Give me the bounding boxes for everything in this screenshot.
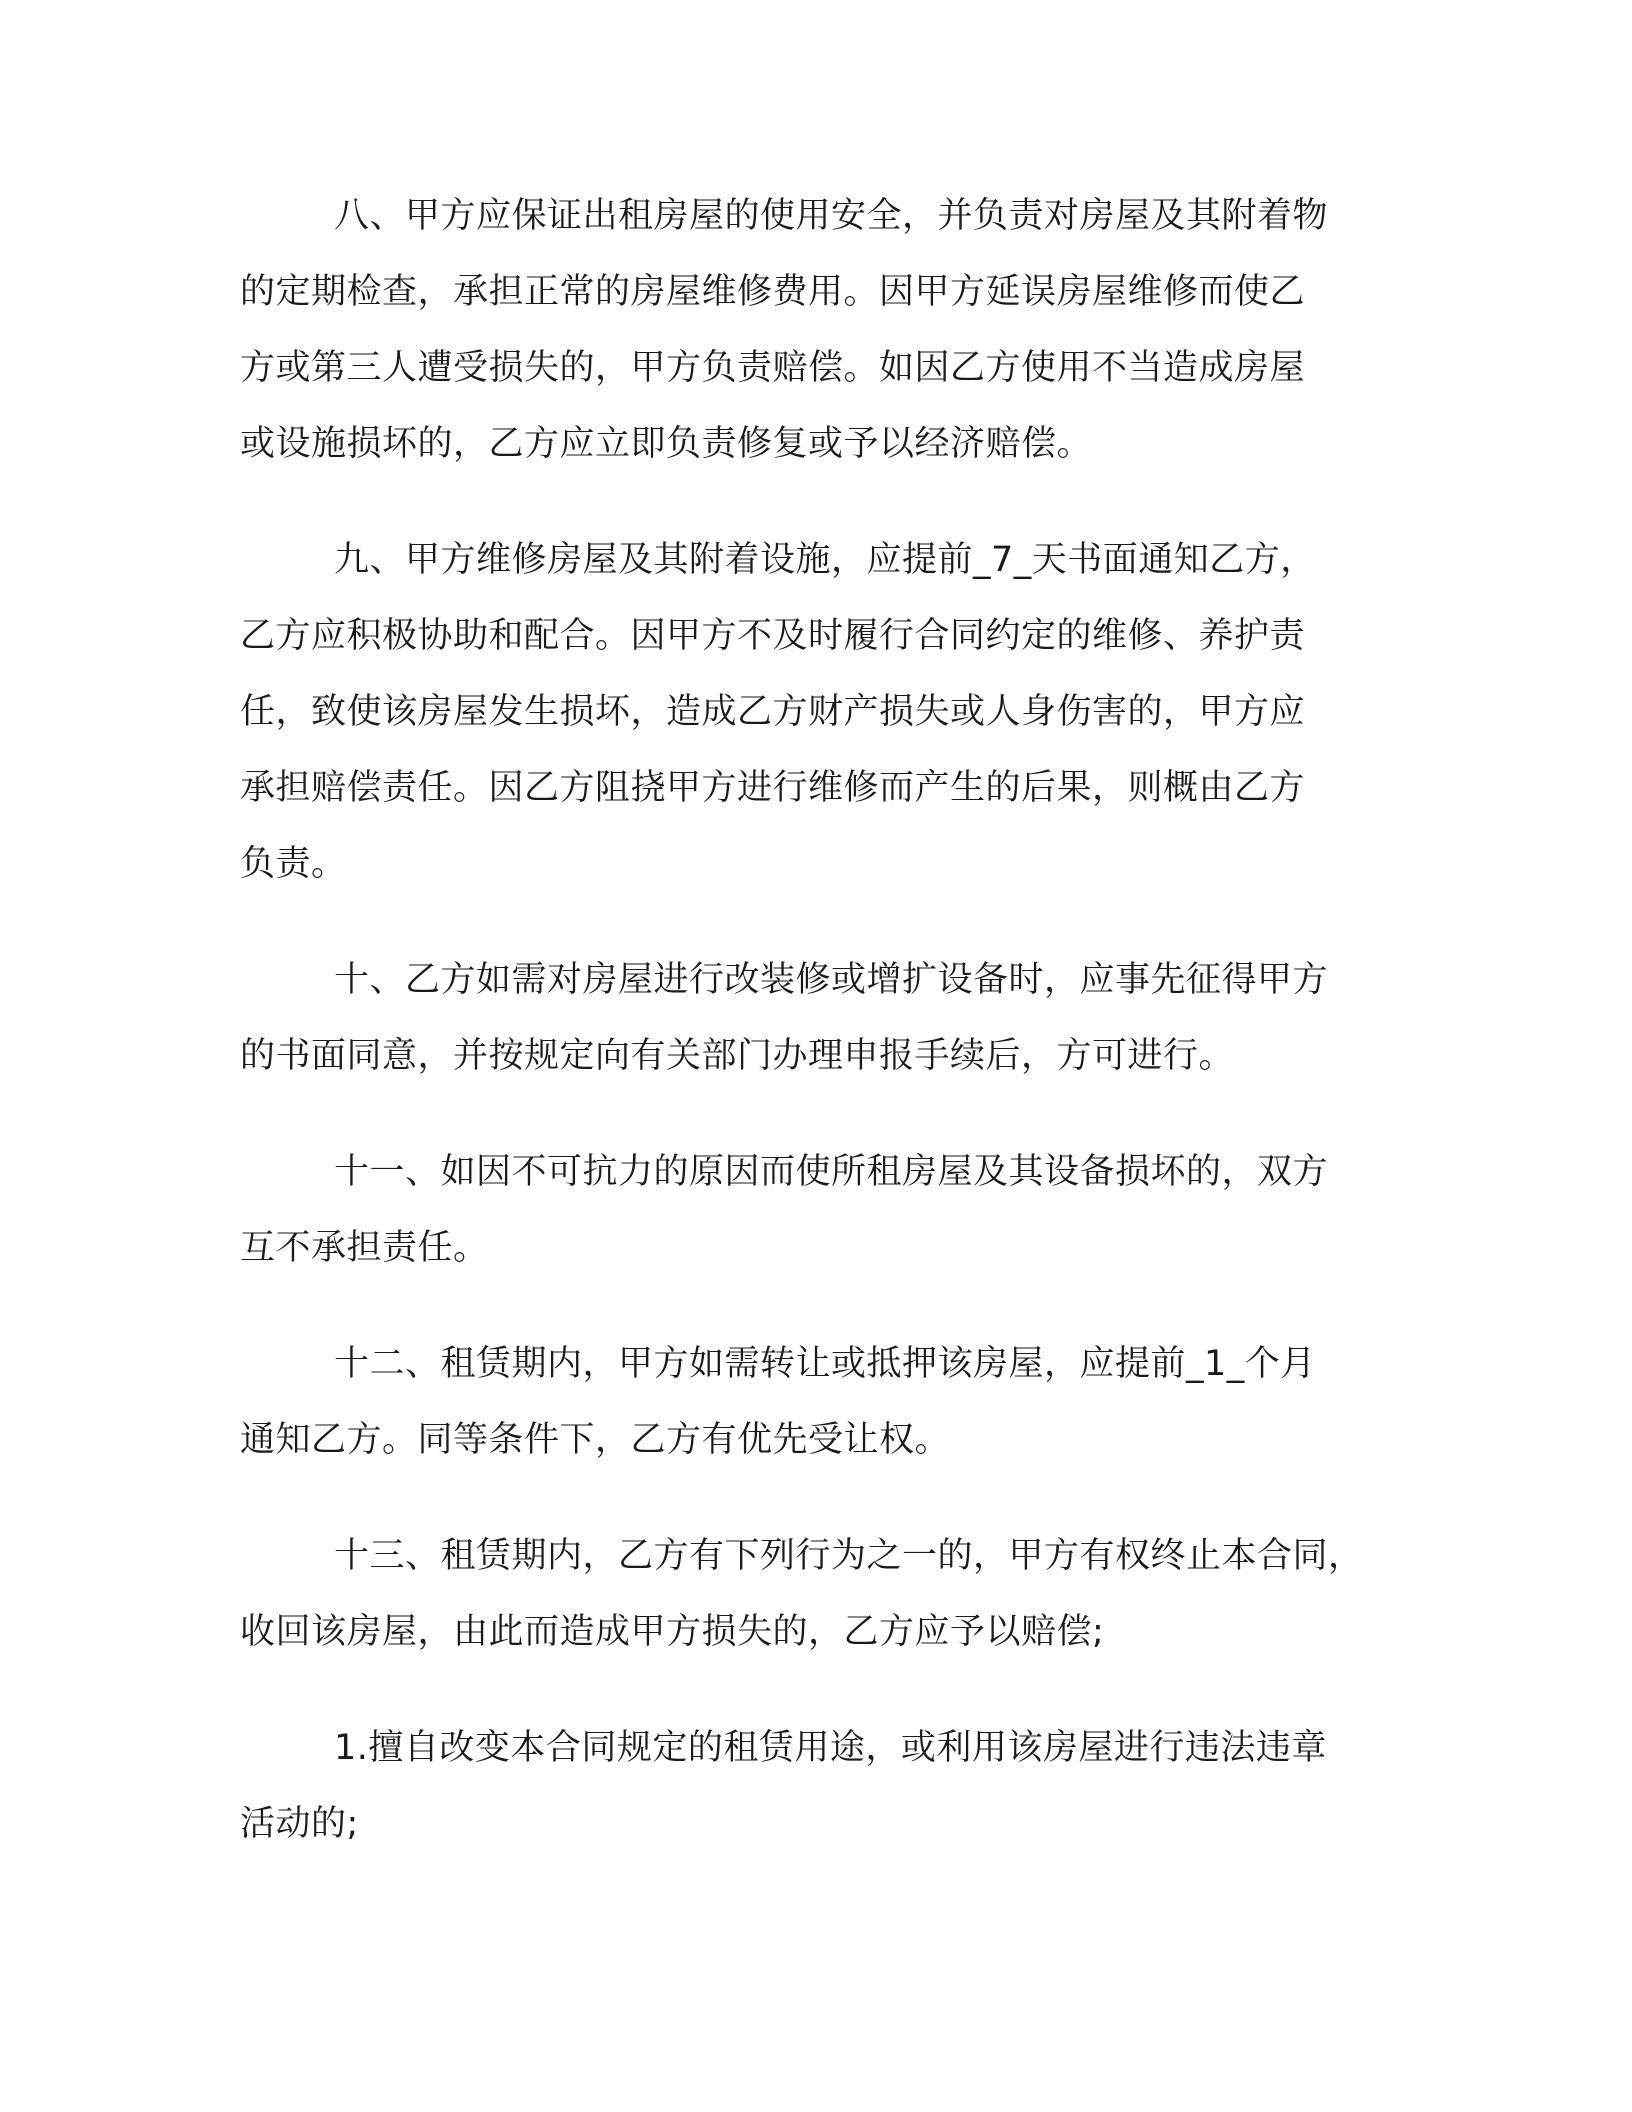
contract-body: [240, 178, 1400, 1902]
clause-13-item-1: [240, 1710, 1400, 1862]
clause-line: 八、甲方应保证出租房屋的使用安全，并负责对房屋及其附着物: [334, 196, 1329, 236]
clause-line: 十二、租赁期内，甲方如需转让或抵押该房屋，应提前_1_个月: [334, 1344, 1316, 1384]
clause-line: 九、甲方维修房屋及其附着设施，应提前_7_天书面通知乙方，: [334, 540, 1316, 580]
clause-11: [240, 1134, 1400, 1286]
clause-8: [240, 178, 1400, 482]
clause-line: 十、乙方如需对房屋进行改装修或增扩设备时，应事先征得甲方: [334, 960, 1329, 1000]
clause-line: 收回该房屋，由此而造成甲方损失的，乙方应予以赔偿;: [240, 1612, 1105, 1652]
clause-line: 的定期检查，承担正常的房屋维修费用。因甲方延误房屋维修而使乙: [240, 272, 1306, 312]
clause-line: 方或第三人遭受损失的，甲方负责赔偿。如因乙方使用不当造成房屋: [240, 348, 1306, 388]
clause-line: 负责。: [240, 844, 347, 884]
clause-9: [240, 522, 1400, 902]
clause-line: 通知乙方。同等条件下，乙方有优先受让权。: [240, 1420, 951, 1460]
clause-line: 的书面同意，并按规定向有关部门办理申报手续后，方可进行。: [240, 1036, 1235, 1076]
clause-line: 承担赔偿责任。因乙方阻挠甲方进行维修而产生的后果，则概由乙方: [240, 768, 1306, 808]
clause-line: 十三、租赁期内，乙方有下列行为之一的，甲方有权终止本合同，: [334, 1536, 1364, 1576]
clause-line: 或设施损坏的，乙方应立即负责修复或予以经济赔偿。: [240, 424, 1093, 464]
clause-line: 活动的;: [240, 1804, 359, 1844]
clause-line: 十一、如因不可抗力的原因而使所租房屋及其设备损坏的，双方: [334, 1152, 1329, 1192]
clause-line: 任，致使该房屋发生损坏，造成乙方财产损失或人身伤害的，甲方应: [240, 692, 1306, 732]
clause-line: 乙方应积极协助和配合。因甲方不及时履行合同约定的维修、养护责: [240, 616, 1306, 656]
clause-line: 1.擅自改变本合同规定的租赁用途，或利用该房屋进行违法违章: [334, 1728, 1327, 1768]
clause-10: [240, 942, 1400, 1094]
clause-12: [240, 1326, 1400, 1478]
clause-line: 互不承担责任。: [240, 1228, 489, 1268]
clause-13: [240, 1518, 1400, 1670]
